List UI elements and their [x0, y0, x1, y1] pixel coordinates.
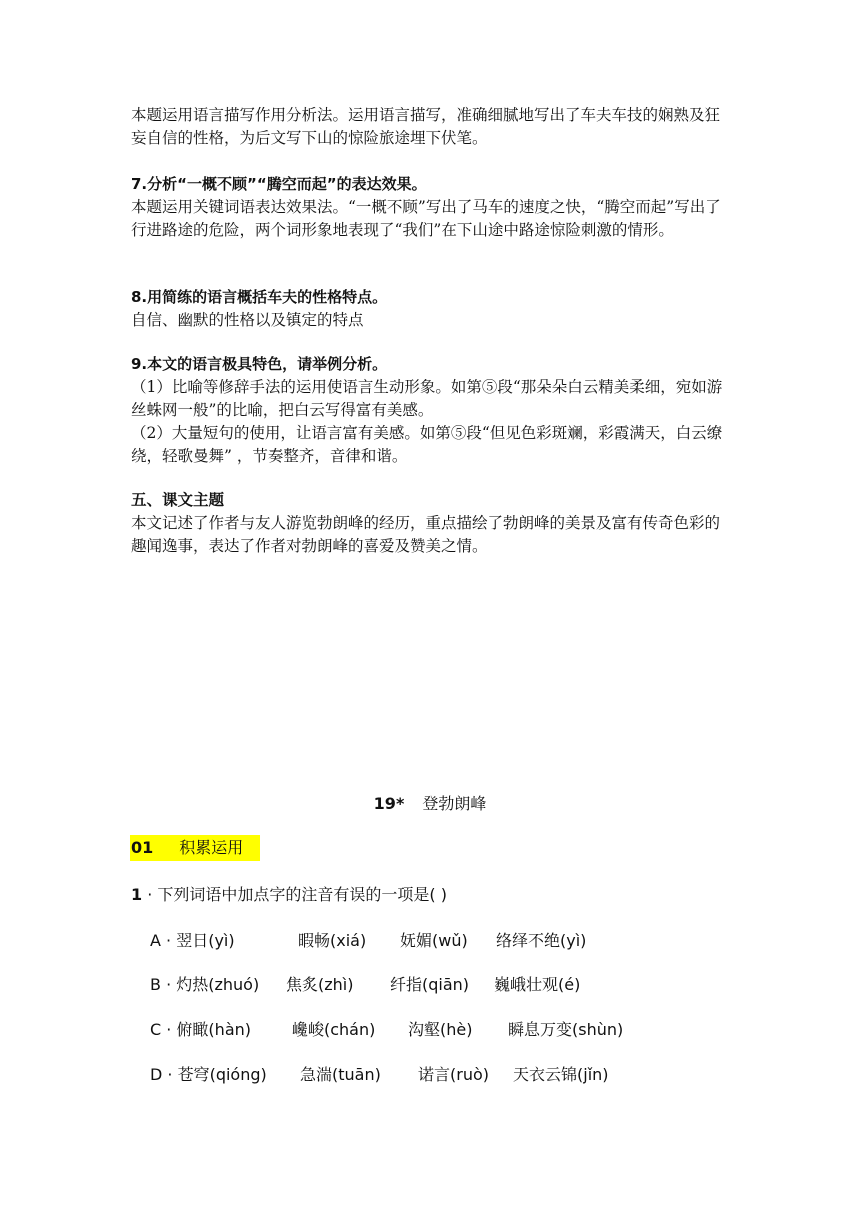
option-b-word-3: 纤指(qiān)	[390, 975, 470, 994]
lesson-number: 19*	[373, 794, 405, 813]
question-1-text: · 下列词语中加点字的注音有误的一项是( )	[142, 885, 447, 904]
option-c-word-3: 沟壑(hè)	[408, 1020, 473, 1039]
option-c-word-4: 瞬息万变(shùn)	[508, 1020, 624, 1039]
option-b-label: B · 灼热(zhuó)	[150, 975, 260, 994]
lesson-name: 登勃朗峰	[422, 794, 487, 813]
question-8-answer: 自信、幽默的性格以及镇定的特点	[131, 311, 364, 329]
option-d-word-3: 诺言(ruò)	[418, 1065, 489, 1084]
question-9-heading: 9.本文的语言极具特色，请举例分析。	[131, 355, 388, 373]
option-b-word-2: 焦炙(zhì)	[286, 975, 354, 994]
option-d-word-2: 急湍(tuān)	[300, 1065, 381, 1084]
question-1-number: 1	[131, 885, 143, 904]
question-9-point-2: （2）大量短句的使用，让语言富有美感。如第⑤段“但见色彩斑斓，彩霞满天，白云缭绕，轻歌曼舞” ，节奏整齐，音律和谐。	[131, 424, 723, 465]
section-title: 积累运用	[179, 838, 244, 857]
section-number: 01	[131, 838, 154, 857]
option-a-word-3: 妩媚(wǔ)	[400, 931, 468, 950]
theme-text: 本文记述了作者与友人游览勃朗峰的经历，重点描绘了勃朗峰的美景及富有传奇色彩的趣闻逸事，表达了作者对勃朗峰的喜爱及赞美之情。	[131, 514, 721, 555]
option-a-word-2: 暇畅(xiá)	[298, 931, 367, 950]
question-8-heading: 8.用简练的语言概括车夫的性格特点。	[131, 288, 388, 306]
option-b-word-4: 巍峨壮观(é)	[494, 975, 581, 994]
option-c-word-2: 巉峻(chán)	[292, 1020, 376, 1039]
option-d-word-4: 天衣云锦(jǐn)	[513, 1065, 609, 1084]
option-c-label: C · 俯瞰(hàn)	[150, 1020, 252, 1039]
theme-heading: 五、课文主题	[131, 491, 225, 509]
question-7-heading: 7.分析“一概不顾”“腾空而起”的表达效果。	[131, 175, 427, 193]
intro-paragraph: 本题运用语言描写作用分析法。运用语言描写，准确细腻地写出了车夫车技的娴熟及狂妄自信的性格，为后文写下山的惊险旅途埋下伏笔。	[131, 106, 721, 147]
question-9-point-1: （1）比喻等修辞手法的运用使语言生动形象。如第⑤段“那朵朵白云精美柔细，宛如游丝蛛网一般”的比喻，把白云写得富有美感。	[131, 378, 723, 419]
option-d-label: D · 苍穹(qióng)	[150, 1065, 267, 1084]
question-7-answer: 本题运用关键词语表达效果法。“一概不顾”写出了马车的速度之快，“腾空而起”写出了行进路途的危险，两个词形象地表现了“我们”在下山途中路途惊险刺激的情形。	[131, 198, 721, 239]
question-1-stem	[131, 882, 447, 905]
section-badge	[130, 835, 260, 861]
option-a-label: A · 翌日(yì)	[150, 931, 235, 950]
lesson-title	[0, 791, 860, 814]
option-a-word-4: 络绎不绝(yì)	[496, 931, 587, 950]
